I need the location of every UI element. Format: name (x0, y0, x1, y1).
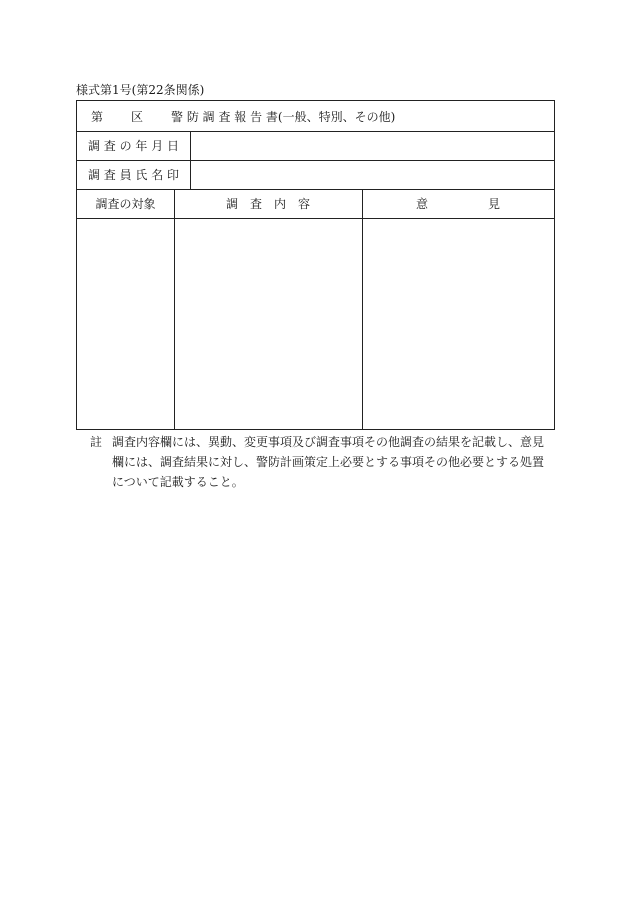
content-column-header: 調 査 内 容 (174, 189, 363, 218)
opinion-entry-area[interactable] (362, 218, 554, 429)
inspector-name-row (77, 160, 554, 190)
footnote-mark: 註 (90, 435, 103, 449)
footnote (90, 432, 554, 492)
footnote-text: 調査内容欄には、異動、変更事項及び調査事項その他調査の結果を記載し、意見欄には、調査結果に対し、警防計画策定上必要とする事項その他必要とする処置について記載すること。 (112, 435, 545, 489)
opinion-column-header: 意 見 (415, 197, 500, 211)
inspector-name-label: 調 査 員 氏 名 印 (77, 160, 191, 189)
inspection-date-field[interactable] (190, 131, 554, 160)
form-title-row (77, 101, 554, 132)
target-column-header: 調査の対象 (77, 189, 175, 218)
title-report: 警 防 調 査 報 告 書(一般、特別、その他) (171, 109, 396, 124)
title-ku: 区 (131, 109, 144, 124)
content-entry-area[interactable] (174, 218, 363, 429)
column-header-row (77, 189, 554, 219)
form-title (91, 101, 550, 131)
inspector-name-field[interactable] (190, 160, 554, 189)
inspection-date-label: 調 査 の 年 月 日 (77, 131, 191, 160)
target-entry-area[interactable] (77, 218, 175, 429)
inspection-report-form (76, 100, 555, 430)
inspection-date-row (77, 131, 554, 161)
title-dai: 第 (91, 109, 104, 124)
form-number-label: 様式第1号(第22条関係) (76, 83, 205, 97)
